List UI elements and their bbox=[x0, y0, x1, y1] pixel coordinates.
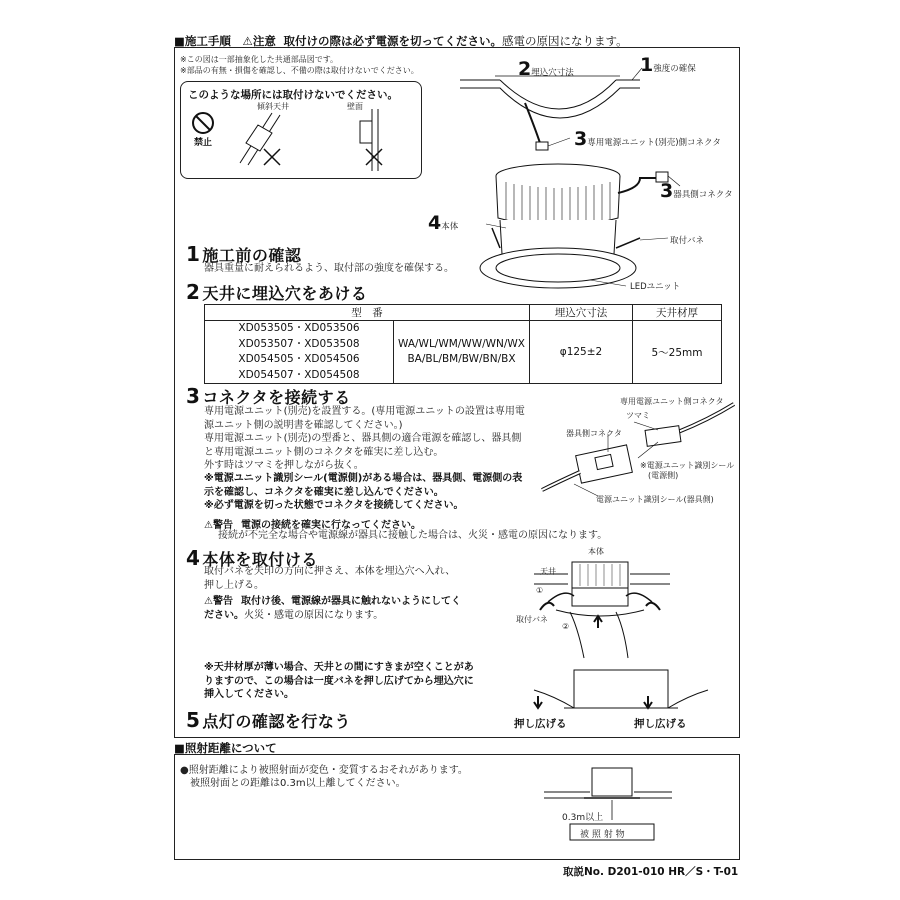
step-3-title: 3 コネクタを接続する bbox=[186, 384, 351, 408]
step-1-text: 器具重量に耐えられるよう、取付部の強度を確保する。 bbox=[204, 263, 454, 274]
push-left-label: 押し広げる bbox=[514, 718, 567, 730]
distance-header: ■照射距離について bbox=[174, 741, 277, 755]
label-body: 本体 bbox=[588, 547, 604, 556]
label-4: 4本体 bbox=[428, 212, 459, 234]
label-3-fixture: 3器具側コネクタ bbox=[660, 180, 733, 202]
label-ceiling: 天井 bbox=[540, 567, 556, 576]
note-2: ※部品の有無・損傷を確認し、不備の際は取付けないでください。 bbox=[180, 66, 419, 75]
label-seal-power-side: (電源側) bbox=[648, 471, 679, 480]
caution-rest: 感電の原因になります。 bbox=[502, 34, 628, 48]
label-spring-install: 取付バネ bbox=[516, 615, 548, 624]
warning-icon: ⚠ bbox=[204, 596, 213, 607]
caution-bold: 取付けの際は必ず電源を切ってください。 bbox=[283, 34, 502, 48]
prohibit-label: 禁止 bbox=[194, 138, 213, 148]
label-seal-fixture: 電源ユニット識別シール(器具側) bbox=[596, 495, 714, 504]
label-3-power: 3専用電源ユニット(別売)側コネクタ bbox=[574, 128, 721, 150]
label-wall: 壁面 bbox=[347, 102, 363, 111]
step-3-text-1: 専用電源ユニット(別売)を設置する。(専用電源ユニットの設置は専用電源ユニット側の説明書を確認してください。) bbox=[204, 406, 525, 431]
step-3-text-3: 外す時はツマミを押しながら抜く。 bbox=[204, 460, 364, 471]
step-4-title: 4 本体を取付ける bbox=[186, 546, 318, 570]
distance-text-2: 被照射面との距離は0.3m以上離してください。 bbox=[190, 778, 406, 789]
circled-2: ② bbox=[562, 622, 570, 631]
spec-table bbox=[204, 304, 722, 384]
prohibit-illustration bbox=[180, 81, 420, 177]
step-3-text-2: 専用電源ユニット(別売)の型番と、器具側の適合電源を確認し、器具側と専用電源ユニット側のコネクタを確実に差し込む。 bbox=[204, 433, 522, 458]
step-2-title: 2 天井に埋込穴をあける bbox=[186, 280, 368, 304]
header-hole: 埋込穴寸法 bbox=[530, 305, 633, 321]
hole-size: φ125±2 bbox=[530, 321, 633, 384]
circled-1: ① bbox=[536, 586, 544, 595]
label-seal-power: ※電源ユニット識別シール bbox=[640, 461, 735, 470]
header-model: 型 番 bbox=[205, 305, 530, 321]
step-4-warning: ⚠警告 取付け後、電源線が器具に触れないようにしてください。火災・感電の原因になります。 bbox=[204, 596, 461, 621]
section-title: 施工手順 bbox=[184, 34, 231, 48]
caution-label: 注意 bbox=[252, 34, 276, 48]
warning-icon: ⚠ bbox=[242, 34, 253, 48]
step-4-text: 取付バネを矢印の方向に押さえ、本体を埋込穴へ入れ、押し上げる。 bbox=[204, 566, 456, 591]
distance-label: 0.3m以上 bbox=[562, 813, 604, 823]
label-2: 2埋込穴寸法 bbox=[518, 58, 574, 80]
label-sloped-ceiling: 傾斜天井 bbox=[257, 102, 289, 111]
prohibition-icon bbox=[193, 113, 213, 133]
step-3-warning-text: 接続が不完全な場合や電源線が器具に接触した場合は、火災・感電の原因になります。 bbox=[218, 530, 608, 541]
warning-icon: ⚠ bbox=[204, 520, 213, 531]
ceiling-thickness: 5〜25mm bbox=[633, 321, 722, 384]
install-diagram bbox=[520, 548, 690, 658]
label-knob: ツマミ bbox=[626, 411, 650, 420]
label-spring: 取付バネ bbox=[670, 236, 705, 246]
step-1-title: 1 施工前の確認 bbox=[186, 242, 302, 266]
step-3-note-1: ※電源ユニット識別シール(電源側)がある場合は、器具側、電源側の表示を確認し、コネクタを確実に差し込んでください。 bbox=[204, 473, 523, 498]
label-fixture-connector: 器具側コネクタ bbox=[566, 429, 622, 438]
step-5-title: 5 点灯の確認を行なう bbox=[186, 708, 351, 732]
label-1: 1強度の確保 bbox=[640, 54, 696, 76]
note-1: ※この図は一部抽象化した共通部品図です。 bbox=[180, 55, 339, 64]
model-list: XD053505・XD053506 XD053507・XD053508 XD054505・XD054506 XD054507・XD054508 bbox=[205, 321, 394, 384]
step-3-note-2: ※必ず電源を切った状態でコネクタを接続してください。 bbox=[204, 500, 464, 511]
doc-number: 取説No. D201-010 HR／S・T-01 bbox=[563, 866, 739, 878]
prohibit-title: このような場所には取付けないでください。 bbox=[188, 89, 398, 101]
spring-spread-diagram bbox=[524, 664, 724, 724]
header-marker: ■ bbox=[174, 34, 185, 48]
step-4-note: ※天井材厚が薄い場合、天井との間にすきまが空くことがありますので、この場合は一度バネを押し広げてから埋込穴に挿入してください。 bbox=[204, 662, 474, 700]
label-led-unit: LEDユニット bbox=[630, 282, 681, 292]
fixture-diagram bbox=[440, 58, 740, 298]
distance-text-1: ●照射距離により被照射面が変色・変質するおそれがあります。 bbox=[180, 765, 468, 776]
color-codes: WA/WL/WM/WW/WN/WX BA/BL/BM/BW/BN/BX bbox=[394, 321, 530, 384]
header-thickness: 天井材厚 bbox=[633, 305, 722, 321]
label-power-connector: 専用電源ユニット側コネクタ bbox=[620, 397, 724, 406]
push-right-label: 押し広げる bbox=[634, 718, 687, 730]
target-label: 被 照 射 物 bbox=[580, 830, 625, 840]
step-3-warning: ⚠警告 電源の接続を確実に行なってください。 bbox=[204, 520, 421, 531]
